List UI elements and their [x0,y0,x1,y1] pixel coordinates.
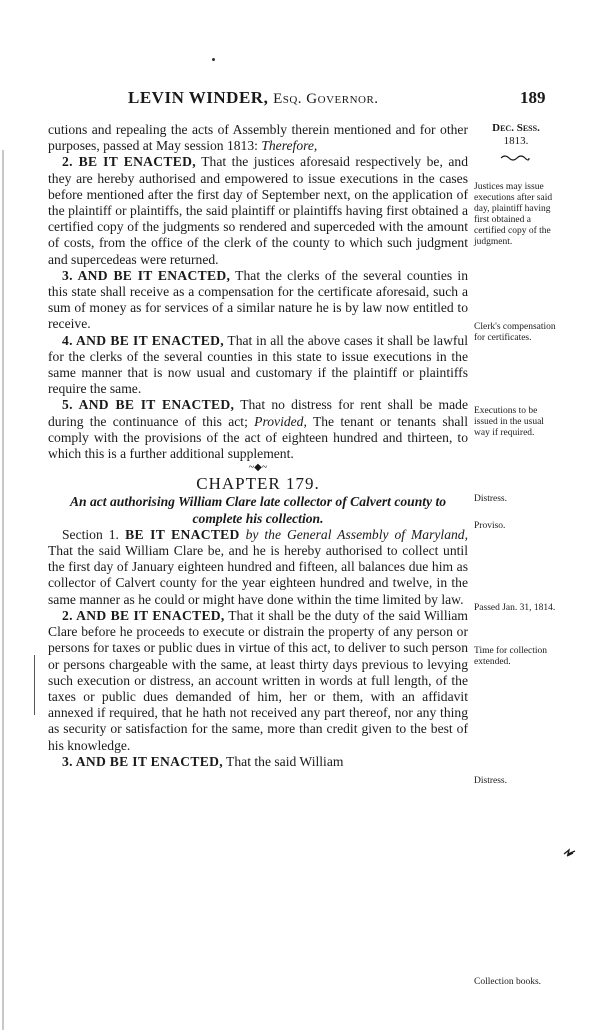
ink-mark-icon [528,848,600,858]
ink-speck [212,58,215,61]
enacting-clause: 3. AND BE IT ENACTED, [62,267,231,283]
paragraph-continued [48,122,468,154]
italic-assembly: by the General Assembly of Maryland, [239,526,468,542]
enacting-clause: 2. BE IT ENACTED, [62,154,196,170]
margin-note-clerks: Clerk's compensation for certificates. [474,322,556,343]
margin-note-proviso: Proviso. [474,521,506,531]
chapter-section-1 [48,527,468,608]
italic-provided: Provided, [254,413,307,429]
section-lead: Section 1. [62,526,119,542]
italic-therefore: Therefore, [261,138,318,154]
margin-session [474,123,558,147]
enacting-clause: 4. AND BE IT ENACTED, [62,332,224,348]
section-text: That the justices aforesaid respectively be, and they are hereby authorised and empowered to issue executions in the cases before mentioned after the first day of September next, on the application of the plaintiff or plaintiffs, the said plaintiff or plaintiffs having first obtained a certified copy of the judgments so rendered and superceded with the amount of costs, from the office of the clerk of the county to which such judgment and supercedeas were returned. [48,154,468,267]
margin-note-collection: Collection books. [474,977,542,987]
chapter-heading: CHAPTER 179. [196,474,320,494]
squiggle-ornament [500,153,530,163]
section-text: The tenant or tenants shall comply with the provisions of the act of eighteen hundred and thirteen, to which this is a further additional supplement. [48,413,468,462]
enacting-clause: BE IT ENACTED [118,526,240,542]
margin-note-distress: Distress. [474,494,507,504]
section-text: That the said William [222,753,344,769]
running-head-name: LEVIN WINDER, [128,88,269,107]
section-text: That it shall be the duty of the said William Clare before he proceeds to execute or distrain the property of any person or persons for taxes or public dues in virtue of this act, to deliver to such person or persons chargeable with the same, at least thirty days previous to levying such execution or distress, an account written in words at full length, of the taxes or public dues demanded of him, her or them, with an affidavit annexed if required, that he hath not received any part thereof, nor any thing as security or satisfaction for the same, more than credit given to the best of his knowledge. [48,607,468,753]
page-edge-shadow [2,150,4,1030]
main-text [48,122,468,770]
paragraph-text: cutions and repealing the acts of Assembly therein mentioned and for other purposes, passed at May session 1813: [48,122,468,154]
section-2 [48,154,468,267]
running-head [128,88,468,108]
margin-note-executions: Executions to be issued in the usual way if required. [474,406,544,438]
section-text: That no distress for rent shall be made during the continuance of this act; [48,397,468,429]
margin-session-label: Dec. Sess. [492,122,540,134]
running-head-title: Esq. Governor. [273,91,379,107]
margin-session-year: 1813. [503,135,529,147]
chapter-section-2 [48,608,468,754]
ornament-divider: ~◆~ [248,462,268,474]
section-text: That the said William Clare be, and he is hereby authorised to collect until the first day of January eighteen hundred and fifteen, all balances due him as collector of Calvert county for the year eighteen hundred and twelve, in the same manner as he could or might have done within the time limited by law. [48,543,468,607]
act-title: An act authorising William Clare late collector of Calvert county to complete his collection. [69,494,447,526]
margin-note-time: Time for collection extended. [474,646,547,667]
section-5 [48,397,468,462]
chapter-section-3 [48,754,468,770]
section-3 [48,268,468,333]
section-4 [48,333,468,398]
section-text: That the clerks of the several counties in this state shall receive as a compensation for the certificate aforesaid, such a sum of money as for services of a similar nature he is by law now entitled to receive. [48,267,469,332]
margin-note-passed: Passed Jan. 31, 1814. [474,603,556,613]
enacting-clause: 3. AND BE IT ENACTED, [62,753,223,769]
page-number: 189 [520,88,546,107]
margin-note-justices: Justices may issue executions after said day, plaintiff having first obtained a certified copy of the judgment. [474,182,553,247]
margin-note-distress-2: Distress. [474,776,507,786]
section-text: That in all the above cases it shall be lawful for the clerks of the several counties in this state to issue executions in the same manner that is now usual and customary if the plaintiff or plaintiffs require the same. [48,332,469,397]
enacting-clause: 5. AND BE IT ENACTED, [62,397,235,413]
margin-mark [34,655,35,715]
enacting-clause: 2. AND BE IT ENACTED, [62,607,225,623]
